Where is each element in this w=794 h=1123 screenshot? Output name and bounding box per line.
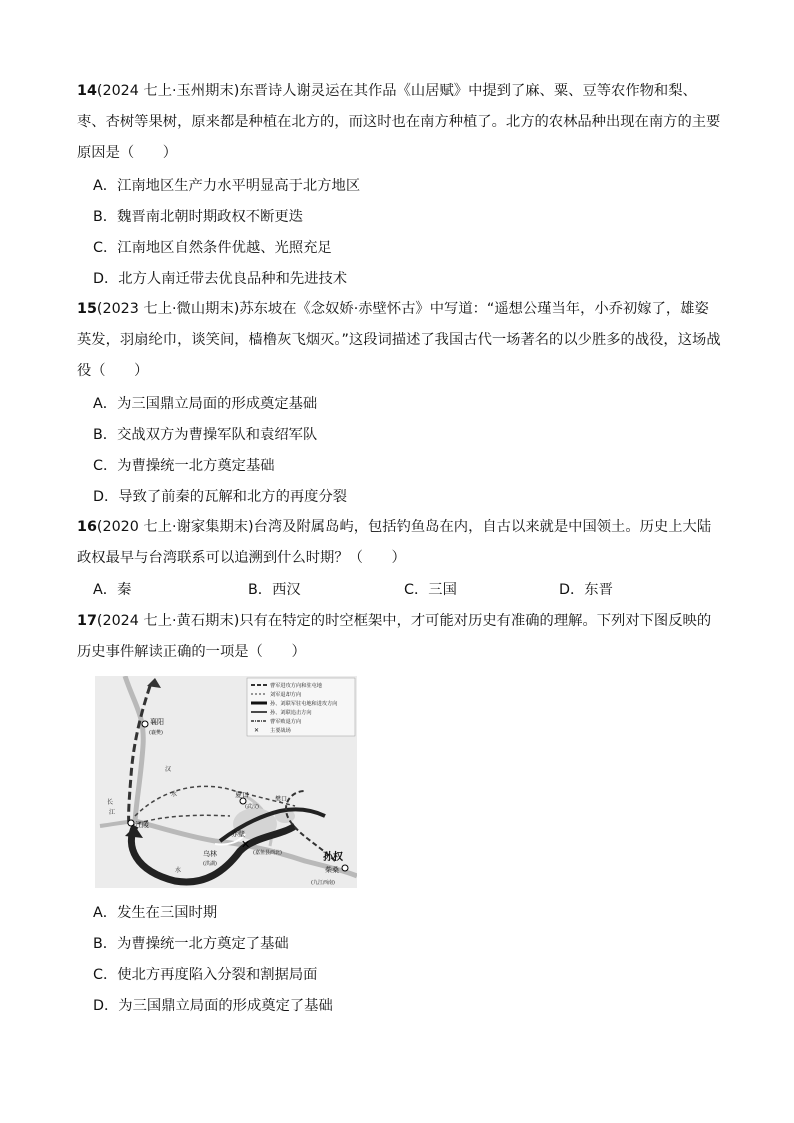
place-fankou: 樊口 xyxy=(275,796,288,803)
option-d: D．导致了前秦的瓦解和北方的再度分裂 xyxy=(93,489,348,505)
question-number: 14 xyxy=(77,83,97,99)
river-yangtze-2: 江 xyxy=(109,809,116,816)
place-wulin: 乌林 xyxy=(203,850,217,858)
question-number: 17 xyxy=(77,613,97,629)
question-source: (2024 七上·玉州期末) xyxy=(96,83,240,99)
option-b: B．为曹操统一北方奠定了基础 xyxy=(93,936,289,952)
question-stem: 苏东坡在《念奴娇·赤壁怀古》中写道：“遥想公瑾当年，小乔初嫁了，雄姿英发，羽扇纶巾，谈笑间，樯橹灰飞烟灭。”这段词描述了我国古代一场著名的以少胜多的战役，这场战役（ ） xyxy=(77,301,721,379)
option-d: D．东晋 xyxy=(559,582,613,598)
place-xiakou-note: (武汉) xyxy=(245,804,259,810)
question-number: 15 xyxy=(77,301,97,317)
legend-alliance-attack: 孙、刘联军驻屯地和进攻方向 xyxy=(270,701,338,707)
option-c: C．使北方再度陷入分裂和割据局面 xyxy=(93,967,318,983)
question-source: (2023 七上·微山期末) xyxy=(96,301,240,317)
legend-liu-retreat: 刘军退却方向 xyxy=(270,692,302,698)
option-d: D．北方人南迁带去优良品种和先进技术 xyxy=(93,271,348,287)
question-stem: 东晋诗人谢灵运在其作品《山居赋》中提到了麻、粟、豆等农作物和梨、枣、杏树等果树，原来都是种植在北方的，而这时也在南方种植了。北方的农林品种出现在南方的主要原因是（ ） xyxy=(77,83,721,161)
legend-alliance-pursuit: 孙、刘联追击方向 xyxy=(270,710,312,716)
place-xiakou: 夏口 xyxy=(235,791,249,799)
question-source: (2024 七上·黄石期末) xyxy=(96,613,240,629)
option-a: A．江南地区生产力水平明显高于北方地区 xyxy=(93,178,361,194)
question-15 xyxy=(77,294,722,387)
river-yangtze-1: 长 xyxy=(107,799,114,806)
place-chibi: 赤壁 xyxy=(231,830,245,838)
legend-cao-attack: 曹军进攻方向和驻屯地 xyxy=(270,683,322,689)
battle-map xyxy=(95,676,357,888)
river-han-2: 水 xyxy=(171,791,178,798)
question-16 xyxy=(77,512,722,574)
svg-text:✕: ✕ xyxy=(241,838,251,851)
option-d: D．为三国鼎立局面的形成奠定了基础 xyxy=(93,998,333,1014)
option-a: A．发生在三国时期 xyxy=(93,905,218,921)
legend-main-battlefield: 主要战场 xyxy=(270,728,291,734)
place-xiangyang: 襄阳 xyxy=(150,718,164,726)
place-wulin-note: (洪湖) xyxy=(203,861,217,867)
option-a: A．秦 xyxy=(93,582,132,598)
option-b: B．魏晋南北朝时期政权不断更迭 xyxy=(93,209,303,225)
river-han-1: 汉 xyxy=(165,766,172,773)
place-chaisang-note: (九江西南) xyxy=(311,880,335,886)
place-sunquan: 孙权 xyxy=(323,852,343,863)
question-number: 16 xyxy=(77,519,97,535)
battle-mark-icon: ✕ xyxy=(254,727,260,734)
battle-map-image xyxy=(95,676,357,888)
place-chibi-note: (嘉鱼县西北) xyxy=(253,850,282,856)
question-stem: 只有在特定的时空框架中，才可能对历史有准确的理解。下列对下图反映的历史事件解读正确的一项是（ ） xyxy=(77,613,712,660)
river-yangtze-3: 水 xyxy=(175,867,182,874)
option-a: A．为三国鼎立局面的形成奠定基础 xyxy=(93,396,318,412)
question-stem: 台湾及附属岛屿，包括钓鱼岛在内，自古以来就是中国领土。历史上大陆政权最早与台湾联系可以追溯到什么时期？（ ） xyxy=(77,519,712,566)
question-17 xyxy=(77,606,722,668)
option-c: C．为曹操统一北方奠定基础 xyxy=(93,458,275,474)
place-xiangyang-note: (襄樊) xyxy=(149,730,163,736)
option-c: C．江南地区自然条件优越、光照充足 xyxy=(93,240,332,256)
option-c: C．三国 xyxy=(404,582,457,598)
option-b: B．西汉 xyxy=(248,582,301,598)
place-chaisang: 柴桑 xyxy=(325,866,339,874)
question-14 xyxy=(77,76,722,169)
legend-cao-retreat: 曹军败退方向 xyxy=(270,719,302,725)
question-source: (2020 七上·谢家集期末) xyxy=(96,519,254,535)
place-jiangling: 江陵 xyxy=(135,821,149,829)
option-b: B．交战双方为曹操军队和袁绍军队 xyxy=(93,427,318,443)
